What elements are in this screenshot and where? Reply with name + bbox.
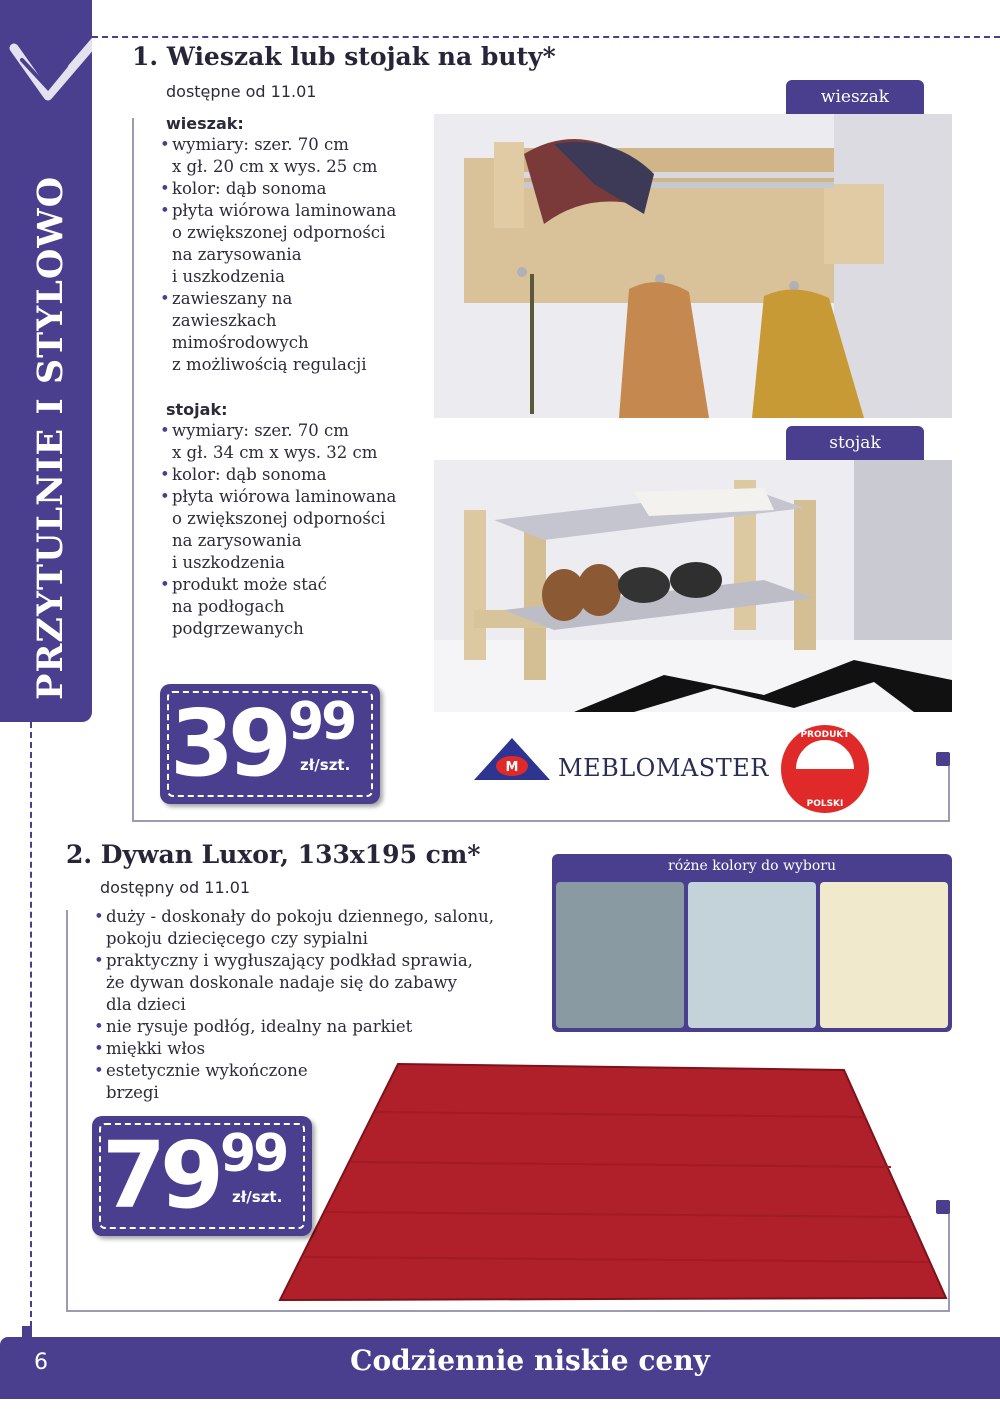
- tab-hanger: wieszak: [786, 80, 924, 114]
- dashed-divider: [92, 36, 1000, 38]
- svg-text:M: M: [505, 760, 519, 775]
- product2-title: 2. Dywan Luxor, 133x195 cm*: [66, 840, 481, 869]
- brand-name: MEBLOMASTER: [558, 754, 769, 782]
- list-item: • wymiary: szer. 70 cm x gł. 20 cm x wys. 25 cm: [160, 134, 430, 178]
- section-frame: [948, 760, 950, 822]
- badge-bottom-text: POLSKI: [806, 799, 844, 809]
- corner-marker: [936, 752, 950, 766]
- list-item: • duży - doskonały do pokoju dziennego, salonu, pokoju dziecięcego czy sypialni: [94, 906, 534, 950]
- stand-specs: [160, 420, 430, 640]
- list-item: • kolor: dąb sonoma: [160, 178, 430, 200]
- price-cents: 99: [220, 1124, 287, 1184]
- color-swatch-grey: [556, 882, 684, 1028]
- list-item: • produkt może stać na podłogach podgrzewanych: [160, 574, 430, 640]
- polish-product-badge: [780, 724, 870, 814]
- dashed-divider: [30, 722, 32, 1337]
- list-item: • płyta wiórowa laminowana o zwiększonej odporności na zarysowania i uszkodzenia: [160, 486, 430, 574]
- list-item: • kolor: dąb sonoma: [160, 464, 430, 486]
- product1-title: 1. Wieszak lub stojak na buty*: [132, 42, 556, 71]
- hanger-heading: wieszak:: [166, 114, 244, 133]
- page-number: 6: [34, 1350, 48, 1375]
- color-options-panel: [552, 854, 952, 1032]
- footer-slogan: Codziennie niskie ceny: [350, 1344, 710, 1377]
- price-unit: zł/szt.: [232, 1188, 283, 1206]
- tab-stand: stojak: [786, 426, 924, 460]
- rug-photo: [276, 1062, 948, 1304]
- checkmark-logo-icon: [8, 18, 118, 103]
- section-frame: [132, 820, 950, 822]
- price-cents: 99: [288, 692, 355, 752]
- section-frame: [66, 1310, 950, 1312]
- list-item: • praktyczny i wygłuszający podkład sprawia, że dywan doskonale nadaje się do zabawy dla dzieci: [94, 950, 534, 1016]
- stand-heading: stojak:: [166, 400, 228, 419]
- stand-photo: [434, 460, 952, 712]
- list-item: • miękki włos: [94, 1038, 534, 1060]
- list-item: • płyta wiórowa laminowana o zwiększonej odporności na zarysowania i uszkodzenia: [160, 200, 430, 288]
- hanger-photo: [434, 114, 952, 418]
- list-item: • wymiary: szer. 70 cm x gł. 34 cm x wys. 32 cm: [160, 420, 430, 464]
- section-frame: [132, 118, 134, 822]
- section-frame: [948, 1210, 950, 1312]
- list-item: • zawieszany na zawieszkach mimośrodowych z możliwością regulacji: [160, 288, 430, 376]
- list-item: • estetycznie wykończone brzegi: [94, 1060, 534, 1104]
- color-swatch-light-blue: [688, 882, 816, 1028]
- price-tag: [160, 684, 380, 804]
- list-item: • nie rysuje podłóg, idealny na parkiet: [94, 1016, 534, 1038]
- brand-logo-icon: [472, 736, 552, 782]
- price-tag: [92, 1116, 312, 1236]
- color-swatch-cream: [820, 882, 948, 1028]
- product2-availability: dostępny od 11.01: [100, 878, 251, 897]
- section-frame: [66, 910, 68, 1312]
- color-options-label: różne kolory do wyboru: [668, 858, 836, 874]
- price-main: 79: [102, 1122, 219, 1229]
- price-unit: zł/szt.: [300, 756, 351, 774]
- sidebar-title: PRZYTULNIE I STYLOWO: [30, 175, 71, 700]
- product1-availability: dostępne od 11.01: [166, 82, 317, 101]
- hanger-specs: [160, 134, 430, 376]
- price-main: 39: [170, 690, 287, 797]
- badge-top-text: PRODUKT: [800, 730, 850, 740]
